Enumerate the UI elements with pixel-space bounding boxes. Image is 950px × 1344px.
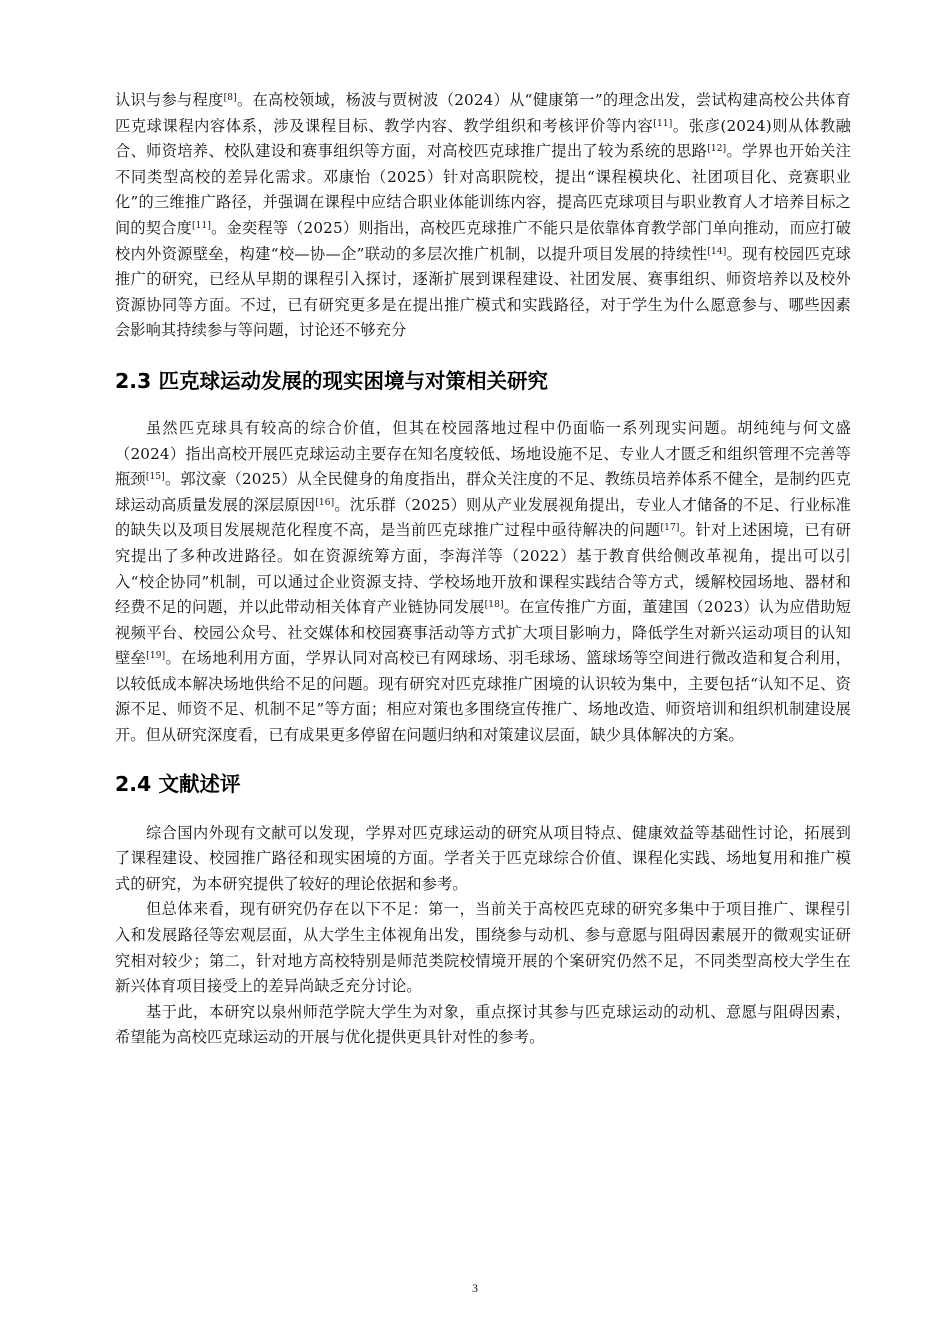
text-run: 虽然匹克球具有较高的综合价值，但其在校园落地过程中仍面临一系列现实问题。胡纯纯与何文盛（2024）指出高校开展匹克球运动主要存在知名度较低、场地设施不足、专业人才匮乏和组织管理不完善等瓶颈 <box>115 418 851 489</box>
body-paragraph <box>115 1000 851 1051</box>
citation-marker: [19] <box>146 651 166 662</box>
text-run: 。在高校领域，杨波与贾树波（2024）从“健康第一”的理念出发，尝试构建高校公共体育匹克球课程内容体系，涉及课程目标、教学内容、教学组织和考核评价等内容 <box>115 91 851 135</box>
text-run: 。在宣传推广方面，董建国（2023）认为应借助短视频平台、校园公众号、社交媒体和校园赛事活动等方式扩大项目影响力，降低学生对新兴运动项目的认知壁垒 <box>115 598 851 668</box>
text-run: 。学界也开始关注不同类型高校的差异化需求。邓康怡（2025）针对高职院校，提出“课程模块化、社团项目化、竞赛职业化”的三维推广路径，并强调在课程中应结合职业体能训练内容，提高匹克球项目与职业教育人才培养目标之间的契合度 <box>115 142 851 237</box>
text-run: 。张彦(2024)则从体教融合、师资培养、校队建设和赛事组织等方面，对高校匹克球推广提出了较为系统的思路 <box>115 116 851 161</box>
page-number: 3 <box>472 1281 478 1295</box>
text-run: 但总体来看，现有研究仍存在以下不足：第一，当前关于高校匹克球的研究多集中于项目推广、课程引入和发展路径等宏观层面，从大学生主体视角出发，围绕参与动机、参与意愿与阻碍因素展开的微观实证研究相对较少；第二，针对地方高校特别是师范类院校情境开展的个案研究仍然不足，不同类型高校大学生在新兴体育项目接受上的差异尚缺乏充分讨论。 <box>115 900 851 996</box>
text-run: 综合国内外现有文献可以发现，学界对匹克球运动的研究从项目特点、健康效益等基础性讨论，拓展到了课程建设、校园推广路径和现实困境的方面。学者关于匹克球综合价值、课程化实践、场地复用和推广模式的研究，为本研究提供了较好的理论依据和参考。 <box>115 823 851 893</box>
text-run: 。金奕程等（2025）则指出，高校匹克球推广不能只是依靠体育教学部门单向推动，而应打破校内外资源壁垒，构建“校—协—企”联动的多层次推广机制，以提升项目发展的持续性 <box>115 218 851 263</box>
citation-marker: [16] <box>315 497 335 508</box>
citation-marker: [11] <box>192 220 212 231</box>
document-body <box>115 88 851 1051</box>
section-heading: 2.3 匹克球运动发展的现实困境与对策相关研究 <box>115 368 548 393</box>
citation-marker: [15] <box>145 472 165 483</box>
text-run: 。沈乐群（2025）则从产业发展视角提出，专业人才储备的不足、行业标准的缺失以及项目发展规范化程度不高，是当前匹克球推广过程中亟待解决的问题 <box>115 495 851 540</box>
citation-marker: [18] <box>484 600 504 611</box>
body-paragraph <box>115 88 851 344</box>
citation-marker: [12] <box>707 144 727 155</box>
citation-marker: [17] <box>660 523 680 534</box>
text-run: 基于此，本研究以泉州师范学院大学生为对象，重点探讨其参与匹克球运动的动机、意愿与阻碍因素，希望能为高校匹克球运动的开展与优化提供更具针对性的参考。 <box>115 1002 851 1047</box>
citation-marker: [11] <box>653 118 673 129</box>
citation-marker: [8] <box>223 93 237 103</box>
section-heading: 2.4 文献述评 <box>115 771 241 796</box>
text-run: 。现有校园匹克球推广的研究，已经从早期的课程引入探讨，逐渐扩展到课程建设、社团发展、赛事组织、师资培养以及校外资源协同等方面。不过，已有研究更多是在提出推广模式和实践路径，对于学生为什么愿意参与、哪些因素会影响其持续参与等问题，讨论还不够充分 <box>115 244 851 340</box>
body-paragraph <box>115 416 851 749</box>
body-paragraph <box>115 821 851 898</box>
text-run: 。针对上述困境，已有研究提出了多种改进路径。如在资源统筹方面，李海洋等（2022）基于教育供给侧改革视角，提出可以引入“校企协同”机制，可以通过企业资源支持、学校场地开放和课程实践结合等方式，缓解校园场地、器材和经费不足的问题，并以此带动相关体育产业链协同发展 <box>115 521 851 617</box>
body-paragraph <box>115 897 851 999</box>
text-run: 。在场地利用方面，学界认同对高校已有网球场、羽毛球场、篮球场等空间进行微改造和复合利用，以较低成本解决场地供给不足的问题。现有研究对匹克球推广困境的认识较为集中，主要包括“认知不足、资源不足、师资不足、机制不足”等方面；相应对策也多围绕宣传推广、场地改造、师资培训和组织机制建设展开。但从研究深度看，已有成果更多停留在问题归纳和对策建议层面，缺少具体解决的方案。 <box>115 649 851 745</box>
text-run: 认识与参与程度 <box>115 91 224 109</box>
text-run: 。郭汶豪（2025）从全民健身的角度指出，群众关注度的不足、教练员培养体系不健全，是制约匹克球运动高质量发展的深层原因 <box>115 470 851 514</box>
citation-marker: [14] <box>707 246 727 257</box>
